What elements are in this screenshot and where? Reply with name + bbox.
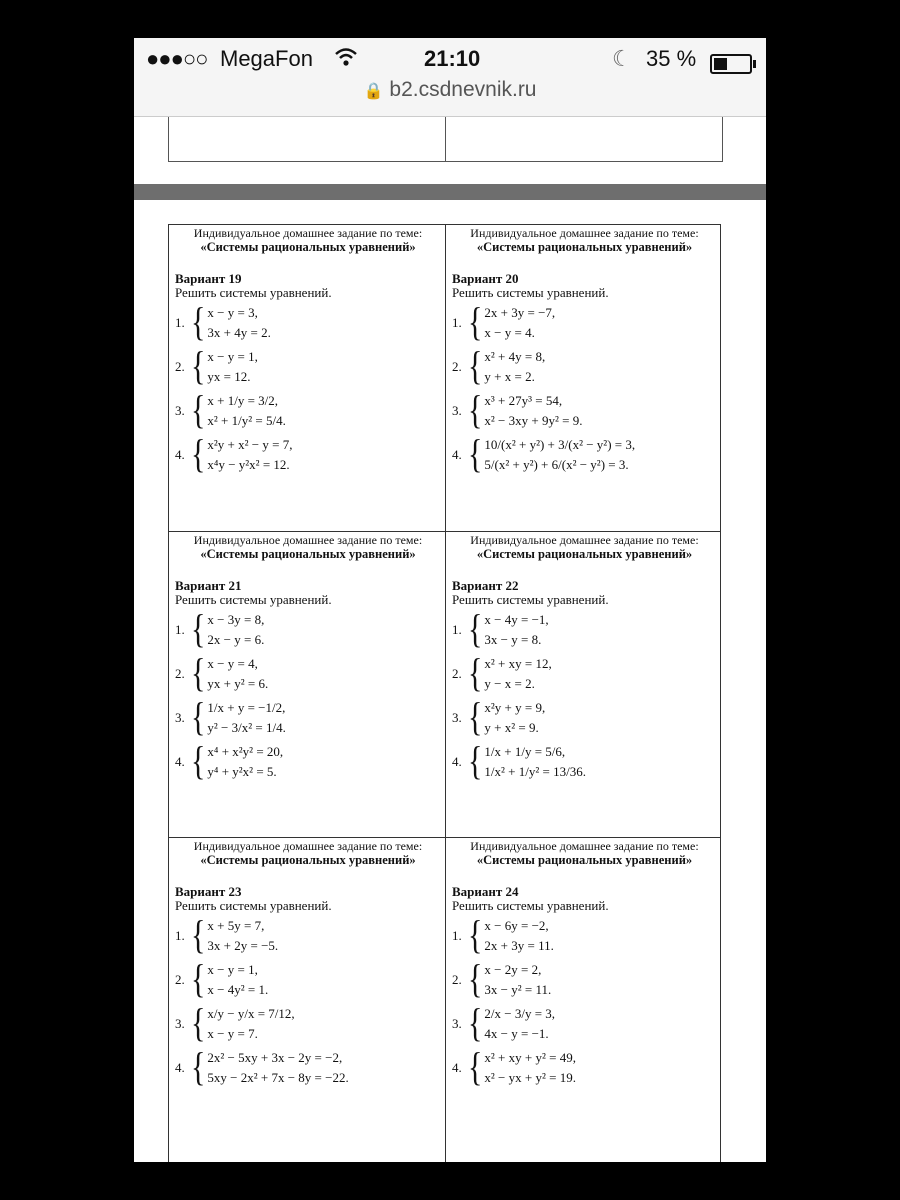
assignment-grid <box>168 224 721 1162</box>
equation: y⁴ + y²x² = 5. <box>207 764 277 779</box>
equation: x − 6y = −2, <box>484 918 549 933</box>
variant-title: Вариант 22 <box>452 578 519 593</box>
variant-title: Вариант 21 <box>175 578 242 593</box>
problem-number: 2. <box>452 359 462 374</box>
equation: yx + y² = 6. <box>207 676 269 691</box>
equation: y + x² = 9. <box>484 720 539 735</box>
brace-icon: { <box>468 300 483 345</box>
problem <box>452 1045 717 1090</box>
url-text: b2.csdnevnik.ru <box>389 78 537 101</box>
equation: x − 2y = 2, <box>484 962 542 977</box>
brace-icon: { <box>191 344 206 389</box>
problem <box>175 739 441 784</box>
brace-icon: { <box>468 739 483 784</box>
equation: x² + 1/y² = 5/4. <box>207 413 286 428</box>
clock: 21:10 <box>424 46 481 71</box>
problem <box>452 651 717 696</box>
variant-card <box>169 531 445 837</box>
instruction: Решить системы уравнений. <box>452 592 609 607</box>
problem <box>452 300 717 345</box>
variant-title: Вариант 23 <box>175 884 242 899</box>
equation: x² + xy + y² = 49, <box>484 1050 576 1065</box>
equation: x − y = 1, <box>207 349 258 364</box>
problem <box>175 607 441 652</box>
brace-icon: { <box>468 388 483 433</box>
equation: x − y = 4. <box>484 325 535 340</box>
problem <box>175 913 441 958</box>
card-header: Индивидуальное домашнее задание по теме: <box>470 839 699 853</box>
problem-number: 2. <box>175 666 185 681</box>
equation: y − x = 2. <box>484 676 535 691</box>
problem-number: 3. <box>175 710 185 725</box>
problem <box>175 957 441 1002</box>
brace-icon: { <box>468 957 483 1002</box>
problem <box>452 1001 717 1046</box>
problem-number: 3. <box>452 1016 462 1031</box>
problem-number: 4. <box>452 447 462 462</box>
equation: 3x + 4y = 2. <box>207 325 271 340</box>
variant-card <box>169 837 445 1162</box>
equation: y² − 3/x² = 1/4. <box>207 720 286 735</box>
equation: 3x − y = 8. <box>484 632 542 647</box>
card-topic: «Системы рациональных уравнений» <box>476 853 693 867</box>
lock-icon: 🔒 <box>363 83 384 100</box>
card-header: Индивидуальное домашнее задание по теме: <box>193 226 423 240</box>
equation: x − y = 7. <box>207 1026 258 1041</box>
equation: 1/x + y = −1/2, <box>207 700 286 715</box>
problem <box>452 607 717 652</box>
brace-icon: { <box>468 607 483 652</box>
problem-number: 3. <box>175 403 185 418</box>
equation: 2/x − 3/y = 3, <box>484 1006 556 1021</box>
problem <box>175 344 441 389</box>
problem <box>175 388 441 433</box>
variant-card <box>445 837 721 1162</box>
variant-title: Вариант 19 <box>175 271 242 286</box>
equation: x + 1/y = 3/2, <box>207 393 279 408</box>
variant-card <box>445 531 721 837</box>
card-topic: «Системы рациональных уравнений» <box>200 547 416 561</box>
equation: x²y + y = 9, <box>484 700 546 715</box>
equation: 1/x² + 1/y² = 13/36. <box>484 764 586 779</box>
variant-title: Вариант 20 <box>452 271 519 286</box>
brace-icon: { <box>468 432 483 477</box>
url-bar[interactable] <box>134 78 766 102</box>
problem <box>175 1045 441 1090</box>
brace-icon: { <box>191 739 206 784</box>
instruction: Решить системы уравнений. <box>175 898 332 913</box>
brace-icon: { <box>191 695 206 740</box>
equation: x − 4y² = 1. <box>207 982 269 997</box>
card-topic: «Системы рациональных уравнений» <box>476 240 693 254</box>
equation: x − 4y = −1, <box>484 612 549 627</box>
equation: 1/x + 1/y = 5/6, <box>484 744 566 759</box>
brace-icon: { <box>468 651 483 696</box>
problem-number: 1. <box>175 928 185 943</box>
problem-number: 2. <box>452 972 462 987</box>
wifi-icon <box>334 46 358 74</box>
equation: 5/(x² + y²) + 6/(x² − y²) = 3. <box>484 457 629 472</box>
brace-icon: { <box>191 607 206 652</box>
problem <box>452 432 717 477</box>
variant-card <box>445 225 721 531</box>
problem-number: 1. <box>175 315 185 330</box>
problem <box>175 651 441 696</box>
equation: 5xy − 2x² + 7x − 8y = −22. <box>207 1070 349 1085</box>
problem <box>452 957 717 1002</box>
problem-number: 2. <box>175 972 185 987</box>
instruction: Решить системы уравнений. <box>175 592 332 607</box>
card-topic: «Системы рациональных уравнений» <box>200 240 416 254</box>
equation: x⁴ + x²y² = 20, <box>207 744 284 759</box>
brace-icon: { <box>468 695 483 740</box>
equation: x − y = 3, <box>207 305 258 320</box>
instruction: Решить системы уравнений. <box>175 285 332 300</box>
equation: 2x + 3y = −7, <box>484 305 556 320</box>
problem-number: 4. <box>452 754 462 769</box>
phone-screen <box>134 38 766 1162</box>
problem-number: 2. <box>452 666 462 681</box>
brace-icon: { <box>468 1001 483 1046</box>
problem <box>175 695 441 740</box>
equation: x² + xy = 12, <box>484 656 552 671</box>
variant-card <box>169 225 445 531</box>
previous-table-fragment <box>168 117 723 162</box>
card-header: Индивидуальное домашнее задание по теме: <box>193 533 423 547</box>
problem <box>452 913 717 958</box>
problem <box>175 300 441 345</box>
card-header: Индивидуальное домашнее задание по теме: <box>193 839 423 853</box>
problem <box>452 344 717 389</box>
problem-number: 1. <box>452 315 462 330</box>
moon-icon: ☾ <box>612 46 632 71</box>
brace-icon: { <box>468 913 483 958</box>
problem-number: 1. <box>452 928 462 943</box>
page-separator <box>134 184 766 200</box>
problem <box>452 388 717 433</box>
problem-number: 4. <box>175 754 185 769</box>
equation: x + 5y = 7, <box>207 918 265 933</box>
problem-number: 3. <box>452 403 462 418</box>
battery-percent: 35 % <box>646 46 697 71</box>
equation: 10/(x² + y²) + 3/(x² − y²) = 3, <box>484 437 636 452</box>
equation: x − 3y = 8, <box>207 612 265 627</box>
equation: x² + 4y = 8, <box>484 349 546 364</box>
brace-icon: { <box>468 344 483 389</box>
status-bar <box>134 38 766 117</box>
problem <box>452 695 717 740</box>
problem-number: 3. <box>452 710 462 725</box>
brace-icon: { <box>191 957 206 1002</box>
equation: x/y − y/x = 7/12, <box>207 1006 295 1021</box>
problem-number: 1. <box>175 622 185 637</box>
instruction: Решить системы уравнений. <box>452 285 609 300</box>
brace-icon: { <box>468 1045 483 1090</box>
equation: y + x = 2. <box>484 369 535 384</box>
brace-icon: { <box>191 651 206 696</box>
card-header: Индивидуальное домашнее задание по теме: <box>470 226 699 240</box>
card-topic: «Системы рациональных уравнений» <box>200 853 416 867</box>
equation: x − y = 1, <box>207 962 258 977</box>
equation: 2x − y = 6. <box>207 632 265 647</box>
equation: x⁴y − y²x² = 12. <box>207 457 290 472</box>
problem-number: 4. <box>175 447 185 462</box>
equation: 3x + 2y = −5. <box>207 938 279 953</box>
problem <box>175 432 441 477</box>
brace-icon: { <box>191 300 206 345</box>
brace-icon: { <box>191 432 206 477</box>
equation: x − y = 4, <box>207 656 258 671</box>
problem <box>452 739 717 784</box>
brace-icon: { <box>191 388 206 433</box>
equation: yx = 12. <box>207 369 251 384</box>
problem-number: 1. <box>452 622 462 637</box>
equation: x² − yx + y² = 19. <box>484 1070 576 1085</box>
brace-icon: { <box>191 913 206 958</box>
problem-number: 3. <box>175 1016 185 1031</box>
equation: 3x − y² = 11. <box>484 982 552 997</box>
instruction: Решить системы уравнений. <box>452 898 609 913</box>
card-topic: «Системы рациональных уравнений» <box>476 547 693 561</box>
equation: 2x + 3y = 11. <box>484 938 554 953</box>
problem <box>175 1001 441 1046</box>
equation: 2x² − 5xy + 3x − 2y = −2, <box>207 1050 343 1065</box>
equation: x²y + x² − y = 7, <box>207 437 293 452</box>
carrier-name: MegaFon <box>220 46 313 71</box>
problem-number: 4. <box>452 1060 462 1075</box>
brace-icon: { <box>191 1045 206 1090</box>
problem-number: 2. <box>175 359 185 374</box>
equation: x² − 3xy + 9y² = 9. <box>484 413 583 428</box>
card-header: Индивидуальное домашнее задание по теме: <box>470 533 699 547</box>
equation: x³ + 27y³ = 54, <box>484 393 563 408</box>
brace-icon: { <box>191 1001 206 1046</box>
signal-strength: ●●●○○ <box>146 46 208 71</box>
variant-title: Вариант 24 <box>452 884 519 899</box>
problem-number: 4. <box>175 1060 185 1075</box>
battery-icon <box>710 54 752 74</box>
equation: 4x − y = −1. <box>484 1026 549 1041</box>
